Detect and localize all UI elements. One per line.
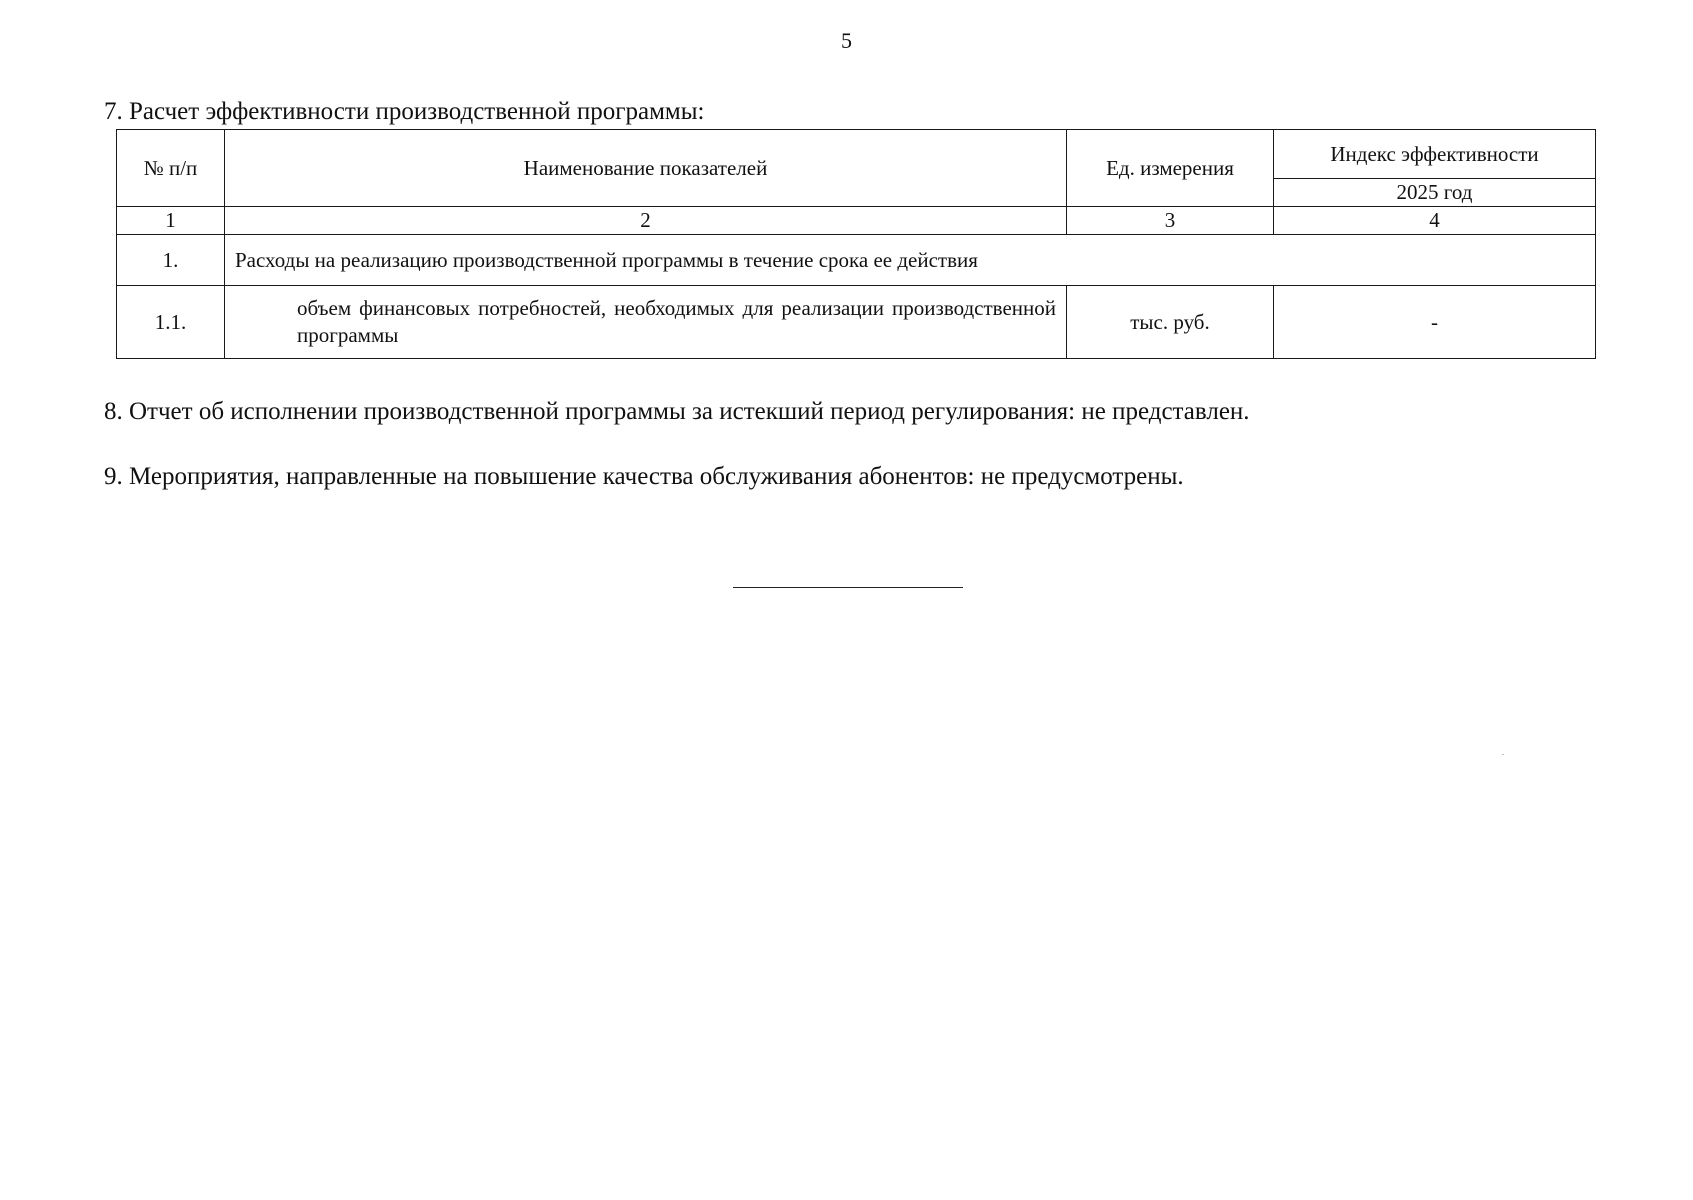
column-number: 4	[1274, 207, 1596, 235]
header-year: 2025 год	[1274, 179, 1596, 207]
table-row	[117, 286, 1596, 359]
section-9-paragraph: 9. Мероприятия, направленные на повышение качества обслуживания абонентов: не предусмотрены.	[104, 463, 1184, 490]
header-unit: Ед. измерения	[1067, 130, 1274, 207]
column-number: 2	[225, 207, 1067, 235]
section-8-paragraph: 8. Отчет об исполнении производственной программы за истекший период регулирования: не представлен.	[104, 398, 1250, 425]
row-indicator-name: объем финансовых потребностей, необходимых для реализации производственной программы	[225, 286, 1067, 359]
section-7-heading: 7. Расчет эффективности производственной программы:	[104, 98, 705, 125]
row-number: 1.1.	[117, 286, 225, 359]
scan-speck	[1502, 754, 1504, 755]
column-number: 3	[1067, 207, 1274, 235]
row-unit: тыс. руб.	[1067, 286, 1274, 359]
row-value: -	[1274, 286, 1596, 359]
row-number: 1.	[117, 235, 225, 286]
page-number: 5	[841, 28, 852, 53]
table-header-row	[117, 130, 1596, 179]
column-number-row	[117, 207, 1596, 235]
header-index: Индекс эффективности	[1274, 130, 1596, 179]
header-num: № п/п	[117, 130, 225, 207]
column-number: 1	[117, 207, 225, 235]
table-row	[117, 235, 1596, 286]
end-of-document-rule	[733, 587, 963, 588]
header-name: Наименование показателей	[225, 130, 1067, 207]
efficiency-table	[116, 129, 1596, 359]
row-section-title: Расходы на реализацию производственной программы в течение срока ее действия	[225, 235, 1596, 286]
